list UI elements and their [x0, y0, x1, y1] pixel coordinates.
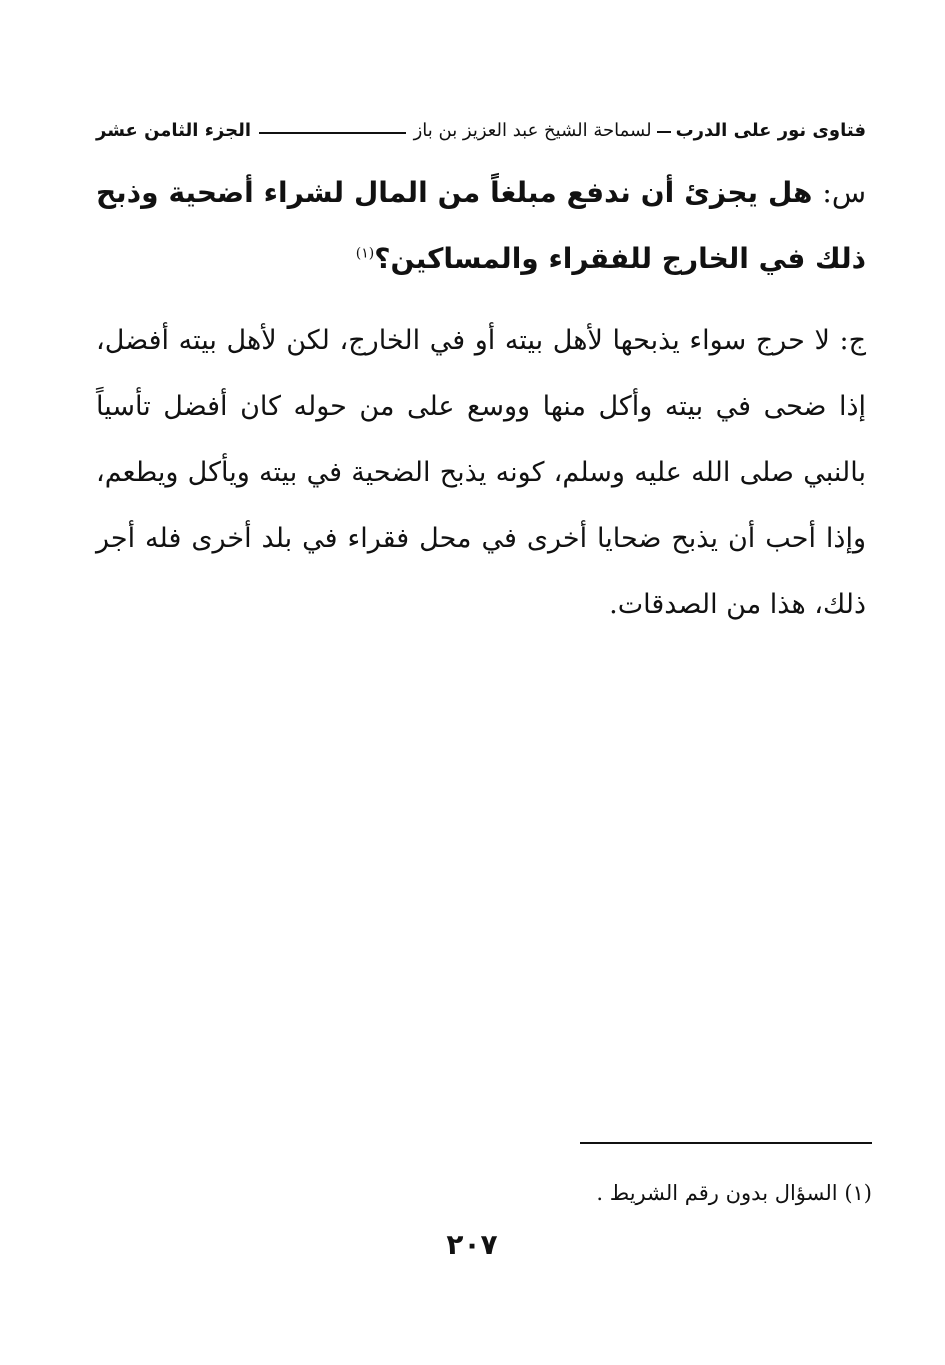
footnote-reference: (١)	[355, 245, 375, 262]
footnote-rule	[580, 1142, 872, 1144]
header-author: لسماحة الشيخ عبد العزيز بن باز	[413, 119, 652, 141]
answer-paragraph	[96, 308, 866, 638]
running-header	[96, 112, 866, 148]
book-title: فتاوى نور على الدرب	[675, 119, 866, 141]
answer-text: لا حرج سواء يذبحها لأهل بيته أو في الخارج، لكن لأهل بيته أفضل، إذا ضحى في بيته وأكل منها ووسع على من حوله كان أفضل تأسياً بالنبي صلى الله عليه وسلم، كونه يذبح الضحية في بيته ويأكل ويطعم، وإذا أحب أن يذبح ضحايا أخرى في محل فقراء في بلد أخرى فله أجر ذلك، هذا من الصدقات.	[96, 325, 866, 620]
footnote-marker: (١)	[844, 1181, 872, 1205]
question-paragraph	[96, 160, 866, 292]
question-prefix: س:	[822, 176, 867, 209]
footnote	[420, 1176, 872, 1210]
header-dash	[657, 131, 671, 133]
header-rule	[259, 132, 406, 134]
volume-label: الجزء الثامن عشر	[96, 119, 252, 141]
page-number: ٢٠٧	[446, 1228, 498, 1261]
answer-prefix: ج:	[839, 325, 866, 356]
question-text: هل يجزئ أن ندفع مبلغاً من المال لشراء أضحية وذبح ذلك في الخارج للفقراء والمساكين؟	[96, 176, 866, 275]
footnote-text: السؤال بدون رقم الشريط .	[596, 1181, 838, 1205]
